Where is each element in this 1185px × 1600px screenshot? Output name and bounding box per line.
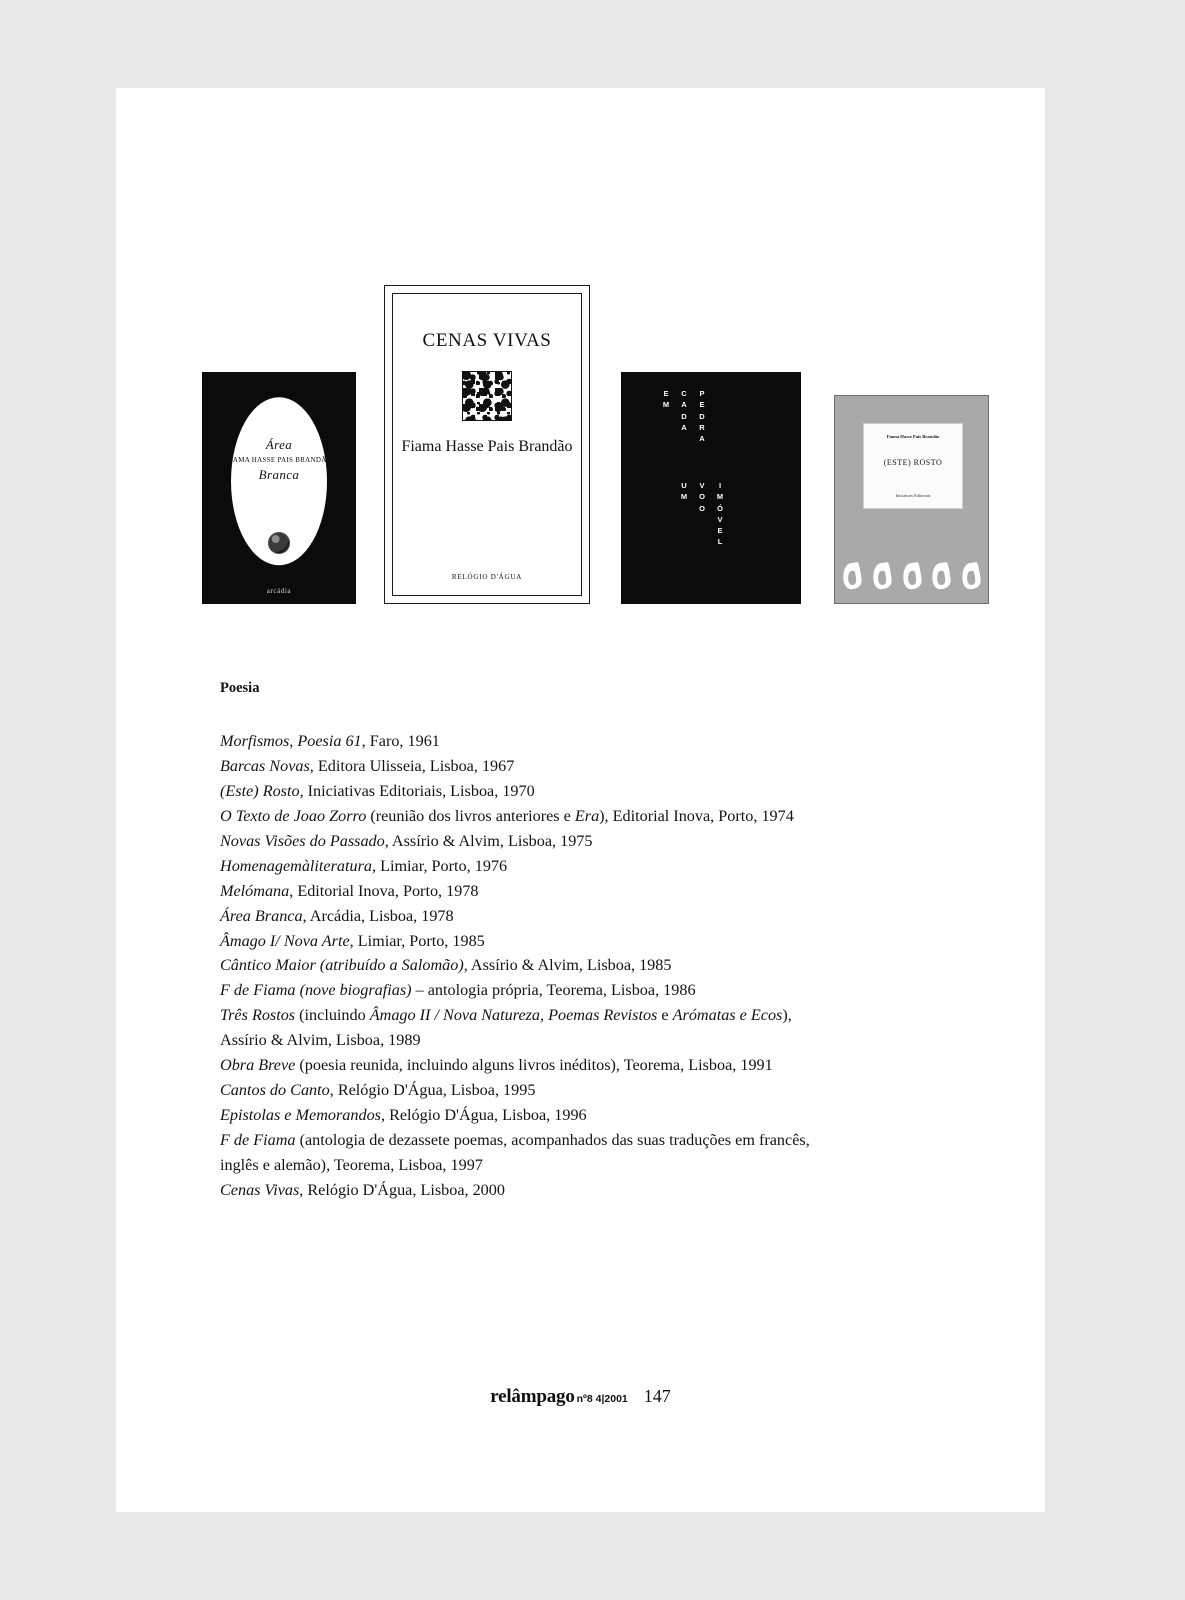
entry-rest: , Relógio D'Água, Lisboa, 1995 <box>329 1081 536 1100</box>
publisher-emblem-icon <box>268 532 290 554</box>
entry-title-italic-extra: Âmago II / Nova Natureza, Poemas Revistos <box>369 1006 658 1025</box>
list-item <box>220 929 840 954</box>
entry-rest: , Faro, 1961 <box>361 732 440 750</box>
list-item <box>220 1178 840 1203</box>
entry-rest: , Editora Ulisseia, Lisboa, 1967 <box>309 756 515 775</box>
entry-rest2: ), Editorial Inova, Porto, 1974 <box>599 806 794 825</box>
entry-title: Obra Breve <box>220 1056 296 1075</box>
section-heading: Poesia <box>220 680 260 696</box>
entry-rest: , Assírio & Alvim, Lisboa, 1985 <box>463 956 672 975</box>
list-item <box>220 804 840 829</box>
cover-title-line2: Branca <box>258 467 300 482</box>
entry-title: F de Fiama <box>220 1131 296 1149</box>
entry-title: Morfismos <box>220 732 290 750</box>
cover-vertical-text-cada: C A D A <box>681 389 687 432</box>
list-item <box>220 754 840 779</box>
flame-icon <box>930 559 952 589</box>
cover-vertical-text-pedra: P E D R A <box>699 389 705 443</box>
entry-title: Epistolas e Memorandos <box>220 1106 381 1125</box>
entry-title: Homenagemàliteratura <box>220 856 372 875</box>
entry-rest: (incluindo <box>295 1006 370 1025</box>
entry-rest: (reunião dos livros anteriores e <box>366 806 575 825</box>
cover-title: CENAS VIVAS <box>422 330 552 351</box>
cover-author: Fiama Hasse Pais Brandão <box>886 434 940 439</box>
page-number: 147 <box>643 1386 671 1406</box>
list-item <box>220 879 840 904</box>
entry-title: Cantos do Canto <box>220 1081 330 1100</box>
entry-title: (Este) Rosto <box>220 781 300 800</box>
cover-vertical-text-voo: V O O <box>699 481 705 513</box>
entry-rest: , Iniciativas Editoriais, Lisboa, 1970 <box>299 781 535 800</box>
cover-author: Fiama Hasse Pais Brandão <box>401 438 573 455</box>
cover-vertical-text-imovel: I M Ó V E L <box>716 481 724 547</box>
cover-publisher: Iniciativas Editoriais <box>895 493 931 498</box>
entry-rest: (antologia de dezassete poemas, acompanhados das suas traduções em francês, inglês e alemão), Teorema, Lisboa, 1997 <box>220 1131 810 1174</box>
entry-title: Cântico Maior (atribuído a Salomão) <box>220 956 464 975</box>
cover-vertical-text-um: U M <box>680 481 688 502</box>
list-item <box>220 1128 840 1178</box>
entry-title-italic-extra: Poesia 61 <box>297 732 362 750</box>
entry-title: Cenas Vivas <box>220 1180 300 1199</box>
entry-title: Âmago I/ Nova Arte <box>220 931 350 950</box>
entry-title: O Texto de Joao Zorro <box>220 806 367 825</box>
entry-rest: , Limiar, Porto, 1976 <box>371 856 508 875</box>
flame-icon <box>871 559 893 589</box>
book-cover-em-cada-pedra <box>621 372 801 604</box>
list-item <box>220 953 840 978</box>
entry-rest2: e <box>657 1006 673 1025</box>
entry-title: Três Rostos <box>220 1006 296 1025</box>
bibliography-section <box>220 680 840 1203</box>
entry-title: Área Branca <box>220 906 303 925</box>
flame-icon <box>841 559 863 589</box>
list-item <box>220 1053 840 1078</box>
entry-title: Melómana <box>220 881 290 900</box>
list-item <box>220 978 840 1003</box>
book-cover-gallery <box>116 88 1045 628</box>
list-item <box>220 779 840 804</box>
cover-title-line1: Área <box>265 437 293 452</box>
entry-rest: , Relógio D'Água, Lisboa, 1996 <box>380 1106 587 1125</box>
list-item <box>220 729 840 754</box>
entry-rest3: ), Assírio & Alvim, Lisboa, 1989 <box>220 1006 792 1050</box>
cover-publisher: RELÓGIO D'ÁGUA <box>451 573 523 581</box>
entry-rest: (poesia reunida, incluindo alguns livros inéditos), Teorema, Lisboa, 1991 <box>295 1056 773 1075</box>
list-item <box>220 1003 840 1053</box>
entry-sep: , <box>289 732 298 750</box>
journal-issue: nº8 4|2001 <box>576 1393 628 1405</box>
document-page <box>116 88 1045 1512</box>
abstract-motif-icon <box>462 371 512 421</box>
entry-rest: – antologia própria, Teorema, Lisboa, 1986 <box>411 981 696 1000</box>
entry-title: F de Fiama (nove biografias) <box>220 981 412 1000</box>
book-cover-este-rosto <box>834 395 989 604</box>
journal-brand: relâmpago <box>490 1386 575 1407</box>
entry-title-italic-extra: Era <box>574 806 600 825</box>
list-item <box>220 904 840 929</box>
entry-rest: , Assírio & Alvim, Lisboa, 1975 <box>384 831 593 850</box>
entry-title-italic-extra2: Arómatas e Ecos <box>672 1006 783 1025</box>
flame-icon <box>901 559 923 589</box>
list-item <box>220 854 840 879</box>
entry-rest: , Arcádia, Lisboa, 1978 <box>302 906 454 925</box>
list-item <box>220 1078 840 1103</box>
cover-title: (ESTE) ROSTO <box>883 458 943 467</box>
cover-label-panel <box>863 423 963 509</box>
list-item <box>220 829 840 854</box>
cover-author: FIAMA HASSE PAIS BRANDÃO <box>226 456 332 464</box>
entry-rest: , Editorial Inova, Porto, 1978 <box>289 881 479 900</box>
book-cover-cenas-vivas <box>384 285 590 604</box>
entry-rest: , Relógio D'Água, Lisboa, 2000 <box>299 1180 505 1199</box>
cover-vertical-text-em: E M <box>662 389 670 410</box>
book-cover-area-branca <box>202 372 356 604</box>
page-footer <box>116 1386 1045 1408</box>
list-item <box>220 1103 840 1128</box>
entry-title: Barcas Novas <box>220 756 310 775</box>
flame-row <box>841 555 982 589</box>
entry-title: Novas Visões do Passado <box>220 831 385 850</box>
flame-icon <box>960 559 982 589</box>
entry-rest: , Limiar, Porto, 1985 <box>349 931 485 950</box>
cover-publisher: arcádia <box>266 587 292 595</box>
bibliography-list <box>220 729 840 1203</box>
